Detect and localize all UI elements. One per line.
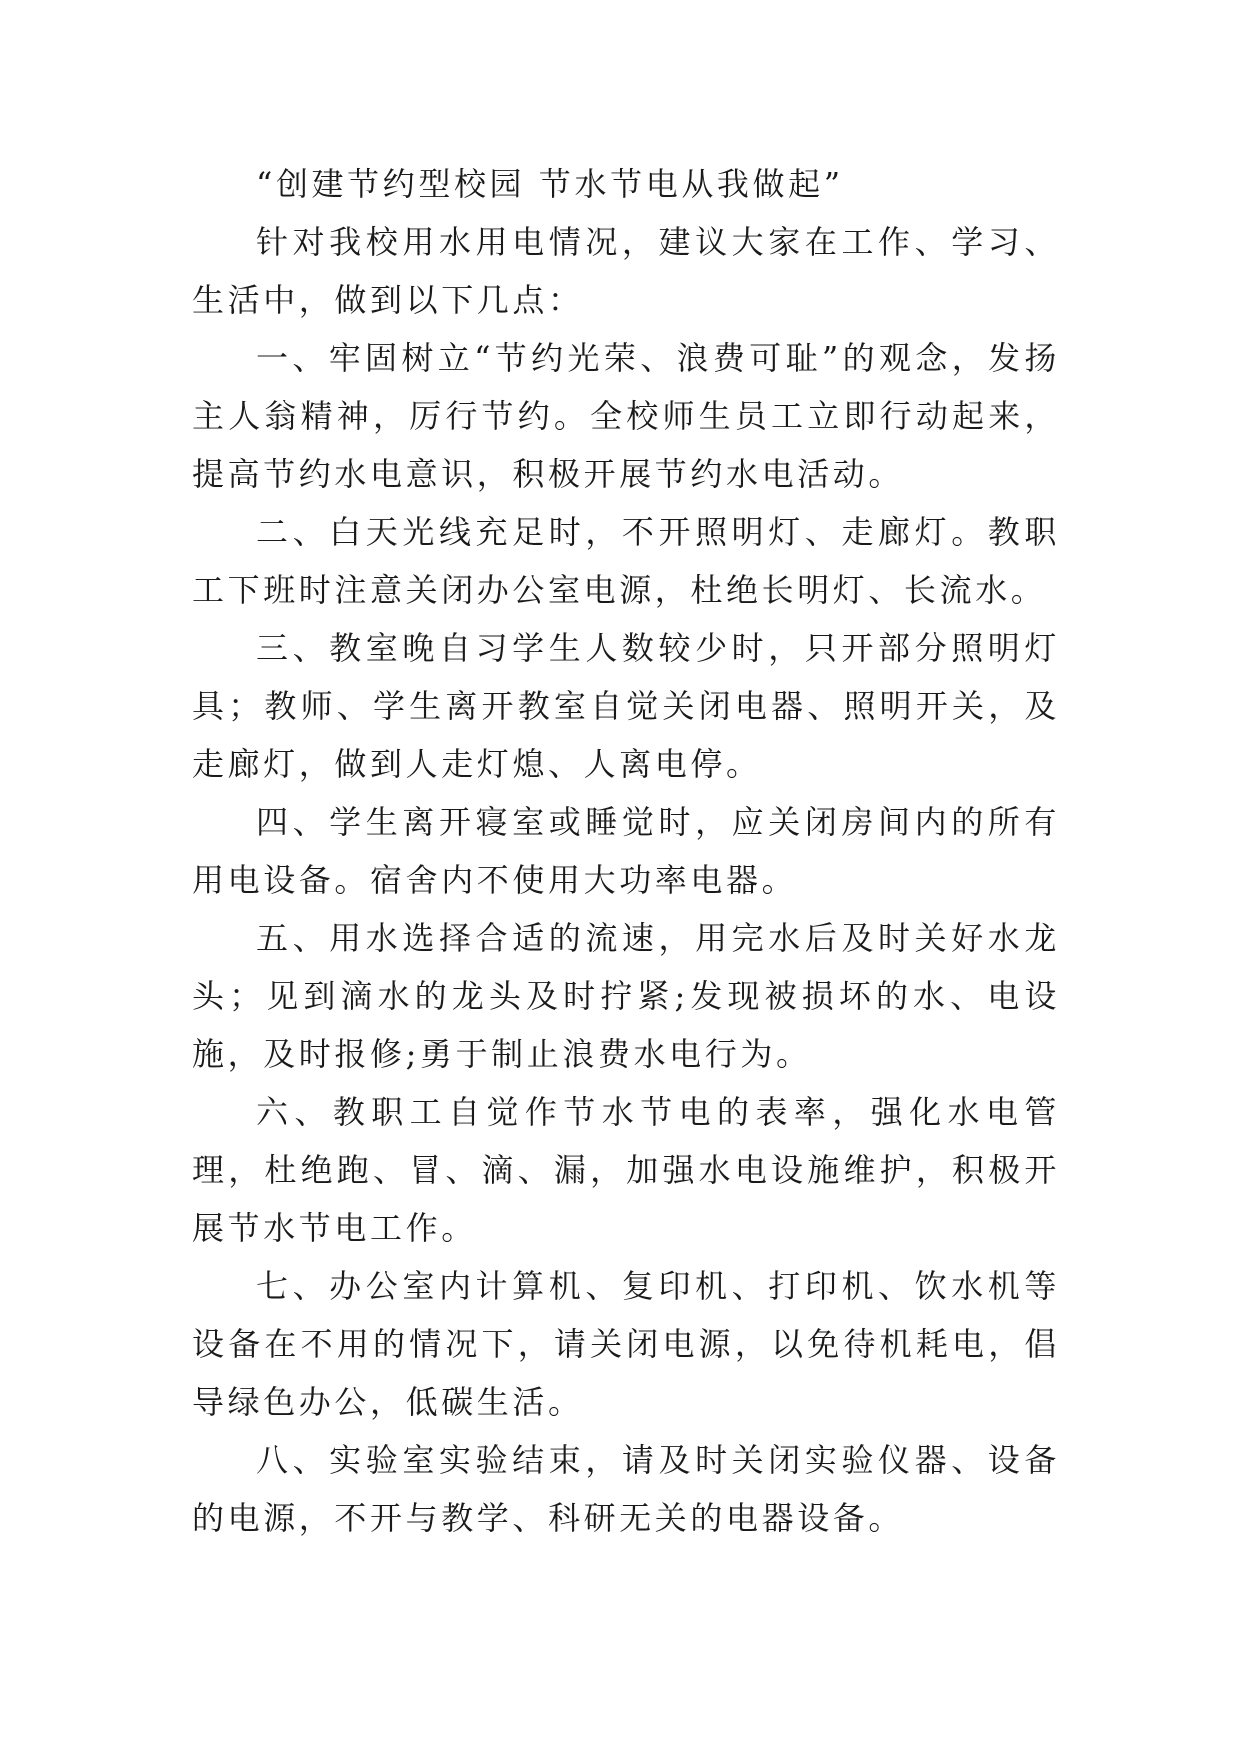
paragraph-item-2: 二、白天光线充足时，不开照明灯、走廊灯。教职工下班时注意关闭办公室电源，杜绝长明灯、长流水。 bbox=[192, 513, 1060, 609]
paragraph-item-3: 三、教室晚自习学生人数较少时，只开部分照明灯具；教师、学生离开教室自觉关闭电器、照明开关，及走廊灯，做到人走灯熄、人离电停。 bbox=[192, 629, 1060, 783]
paragraph-item-5: 五、用水选择合适的流速，用完水后及时关好水龙头；见到滴水的龙头及时拧紧;发现被损坏的水、电设施，及时报修;勇于制止浪费水电行为。 bbox=[192, 919, 1060, 1073]
paragraph-item-7: 七、办公室内计算机、复印机、打印机、饮水机等设备在不用的情况下，请关闭电源，以免待机耗电，倡导绿色办公，低碳生活。 bbox=[192, 1267, 1060, 1421]
paragraph-item-8: 八、实验室实验结束，请及时关闭实验仪器、设备的电源，不开与教学、科研无关的电器设备。 bbox=[192, 1441, 1060, 1537]
paragraph-item-1: 一、牢固树立“节约光荣、浪费可耻”的观念，发扬主人翁精神，厉行节约。全校师生员工立即行动起来，提高节约水电意识，积极开展节约水电活动。 bbox=[192, 339, 1060, 493]
paragraph-item-6: 六、教职工自觉作节水节电的表率，强化水电管理，杜绝跑、冒、滴、漏，加强水电设施维护，积极开展节水节电工作。 bbox=[192, 1093, 1060, 1247]
document-title: “创建节约型校园 节水节电从我做起” bbox=[256, 165, 844, 203]
document-body bbox=[192, 155, 1060, 1547]
paragraph-item-4: 四、学生离开寝室或睡觉时，应关闭房间内的所有用电设备。宿舍内不使用大功率电器。 bbox=[192, 803, 1060, 899]
paragraph-intro: 针对我校用水用电情况，建议大家在工作、学习、生活中，做到以下几点： bbox=[192, 223, 1060, 319]
